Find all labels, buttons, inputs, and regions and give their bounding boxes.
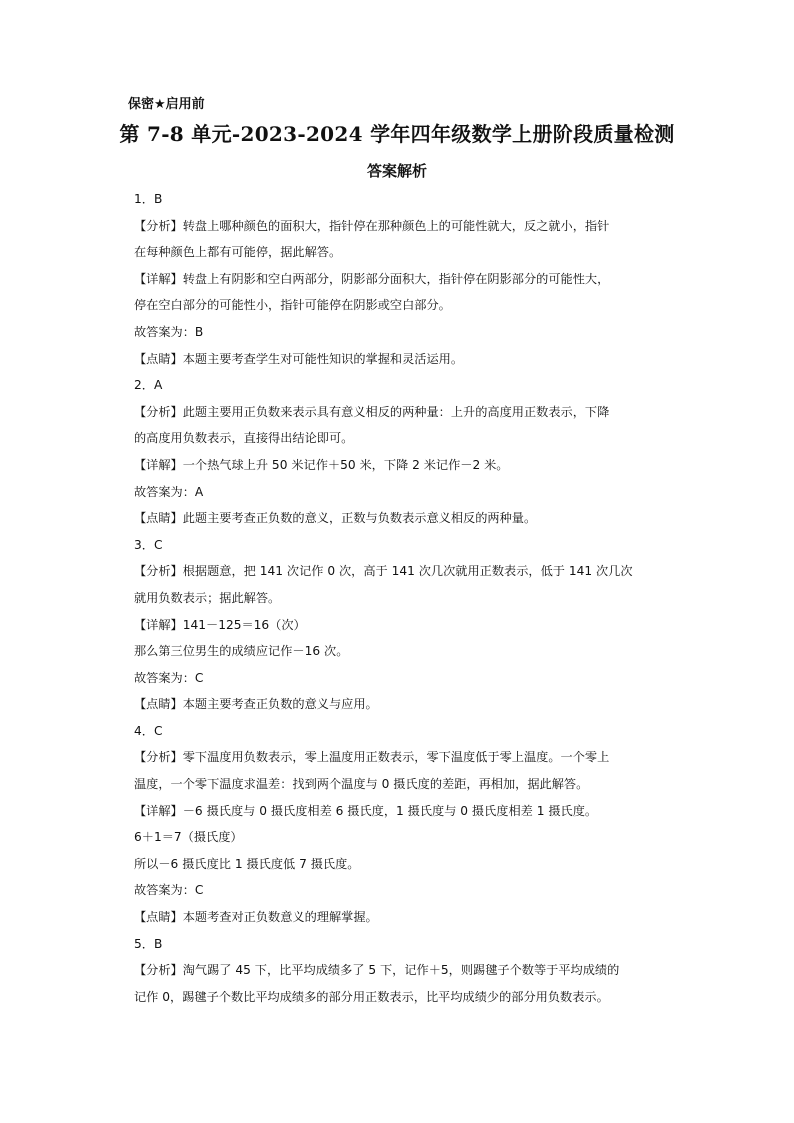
confidential-label: 保密★启用前 (128, 97, 205, 112)
answer-line: 【分析】转盘上哪种颜色的面积大，指针停在那种颜色上的可能性就大，反之就小，指针 (134, 218, 610, 233)
answer-line: 那么第三位男生的成绩应记作－16 次。 (134, 644, 349, 659)
page-subtitle: 答案解析 (366, 162, 427, 180)
answer-line: 【详解】141－125＝16（次） (134, 617, 306, 632)
answer-line: 故答案为：B (134, 324, 204, 339)
answer-line: 【详解】一个热气球上升 50 米记作＋50 米，下降 2 米记作－2 米。 (134, 457, 509, 472)
page-title: 第 7-8 单元-2023-2024 学年四年级数学上册阶段质量检测 (119, 122, 675, 146)
answer-line: 2．A (134, 378, 163, 393)
answer-line: 故答案为：C (134, 670, 204, 685)
answer-line: 记作 0，踢毽子个数比平均成绩多的部分用正数表示，比平均成绩少的部分用负数表示。 (134, 989, 609, 1004)
answer-line: 【点睛】本题主要考查学生对可能性知识的掌握和灵活运用。 (134, 351, 464, 366)
answer-line: 【分析】零下温度用负数表示，零上温度用正数表示，零下温度低于零上温度。一个零上 (134, 750, 610, 765)
answer-line: 温度，一个零下温度求温差：找到两个温度与 0 摄氏度的差距，再相加，据此解答。 (134, 777, 589, 792)
answer-line: 故答案为：A (134, 484, 204, 499)
answer-line: 【详解】转盘上有阴影和空白两部分，阴影部分面积大，指针停在阴影部分的可能性大， (134, 271, 610, 286)
answer-line: 【点睛】本题主要考查正负数的意义与应用。 (134, 697, 378, 712)
answer-line: 就用负数表示；据此解答。 (134, 590, 281, 605)
answer-line: 在每种颜色上都有可能停，据此解答。 (134, 245, 342, 260)
answer-line: 【分析】此题主要用正负数来表示具有意义相反的两种量：上升的高度用正数表示，下降 (134, 404, 610, 419)
answer-line: 5．B (134, 936, 163, 951)
answer-line: 停在空白部分的可能性小，指针可能停在阴影或空白部分。 (134, 298, 451, 313)
answer-line: 所以－6 摄氏度比 1 摄氏度低 7 摄氏度。 (134, 856, 360, 871)
answer-line: 【分析】根据题意，把 141 次记作 0 次，高于 141 次几次就用正数表示，低于 141 次几次 (134, 564, 633, 579)
answer-line: 【详解】－6 摄氏度与 0 摄氏度相差 6 摄氏度，1 摄氏度与 0 摄氏度相差 1 摄氏度。 (134, 803, 598, 818)
answer-line: 4．C (134, 723, 163, 738)
answer-line: 【点睛】本题考查对正负数意义的理解掌握。 (134, 910, 378, 925)
answer-line: 1．B (134, 192, 163, 206)
answer-line: 6＋1＝7（摄氏度） (134, 830, 243, 845)
answer-content (134, 186, 694, 1010)
answer-line: 【点睛】此题主要考查正负数的意义，正数与负数表示意义相反的两种量。 (134, 511, 537, 526)
answer-line: 的高度用负数表示，直接得出结论即可。 (134, 431, 354, 446)
answer-line: 故答案为：C (134, 883, 204, 898)
answer-line: 3．C (134, 537, 163, 552)
answer-line: 【分析】淘气踢了 45 下，比平均成绩多了 5 下，记作＋5，则踢毽子个数等于平均成绩的 (134, 963, 620, 978)
